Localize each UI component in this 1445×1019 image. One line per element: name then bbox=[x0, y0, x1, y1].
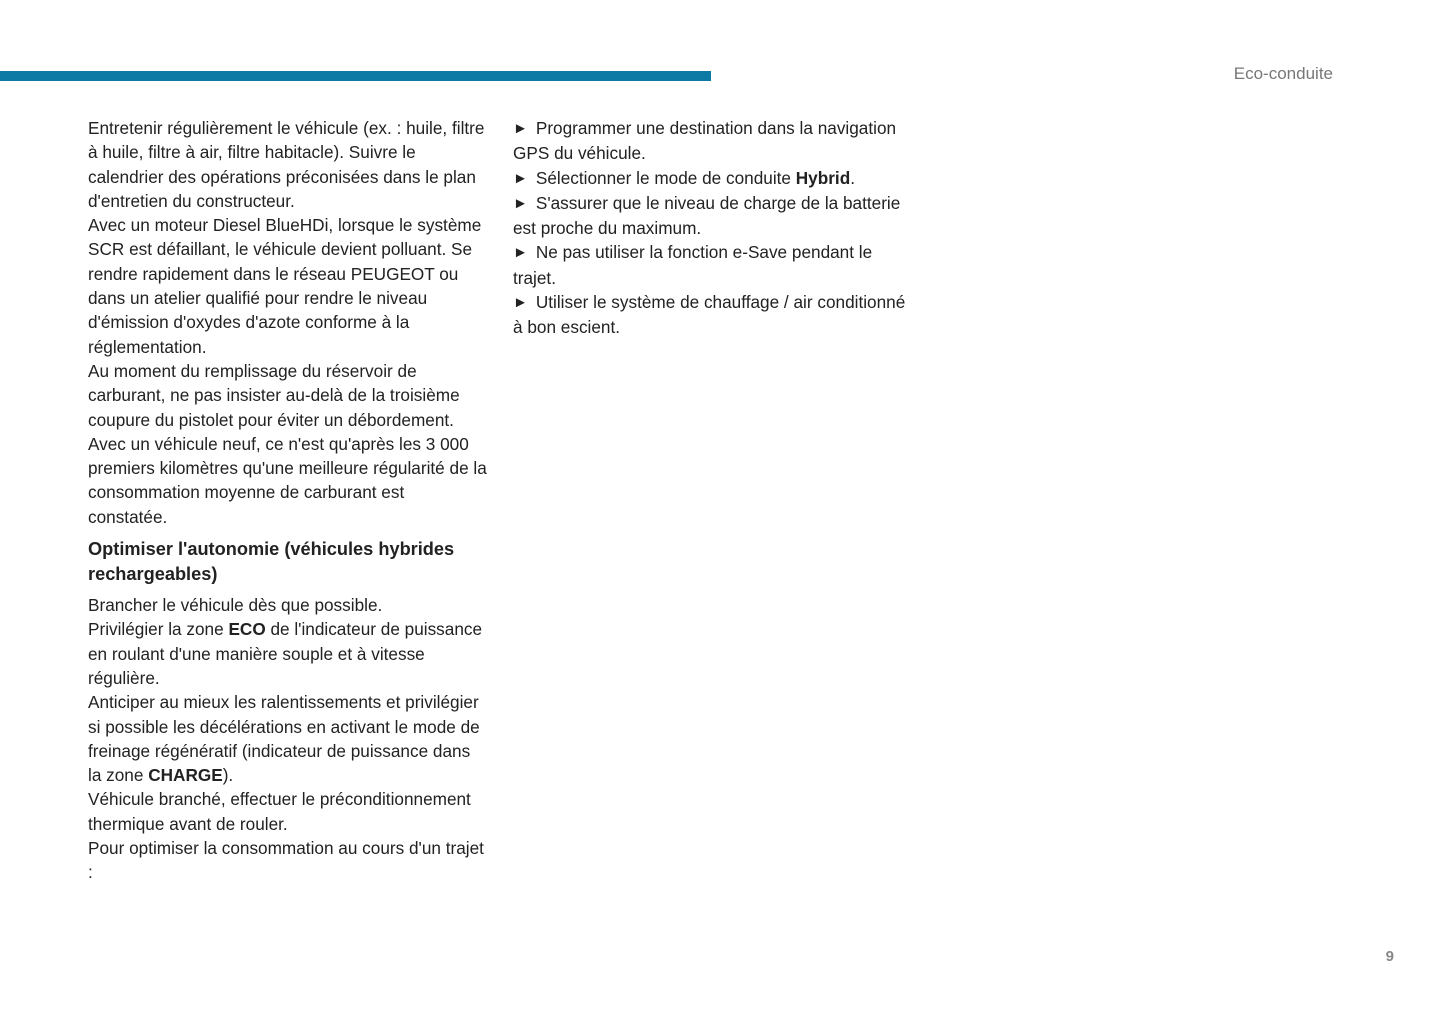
triangle-bullet-icon bbox=[513, 195, 528, 212]
hybrid-keyword: Hybrid bbox=[795, 167, 851, 188]
triangle-bullet-icon bbox=[513, 244, 528, 261]
bullet-item: ► Sélectionner le mode de conduite Hybrid. bbox=[513, 166, 913, 191]
bullet-item: ► Programmer une destination dans la navigation GPS du véhicule. bbox=[513, 116, 913, 166]
bullet-item: ► S'assurer que le niveau de charge de la batterie est proche du maximum. bbox=[513, 191, 913, 241]
left-column bbox=[88, 116, 488, 885]
right-column bbox=[513, 116, 913, 340]
triangle-bullet-icon bbox=[513, 120, 528, 137]
paragraph-plug-in: Brancher le véhicule dès que possible. bbox=[88, 595, 383, 616]
paragraph-refueling: Au moment du remplissage du réservoir de carburant, ne pas insister au-delà de la troisième coupure du pistolet pour éviter un débordement. bbox=[88, 360, 460, 430]
triangle-bullet-icon bbox=[513, 170, 528, 187]
section-title: Eco-conduite bbox=[1233, 64, 1333, 83]
paragraph-new-vehicle: Avec un véhicule neuf, ce n'est qu'après les 3 000 premiers kilomètres qu'une meilleure régularité de la consommation moyenne de carburant est constatée. bbox=[88, 433, 487, 527]
paragraph-eco-zone: Privilégier la zone ECO de l'indicateur de puissance en roulant d'une manière souple et à vitesse régulière. bbox=[88, 619, 483, 688]
section-heading-autonomy: Optimiser l'autonomie (véhicules hybrides rechargeables) bbox=[88, 539, 455, 584]
triangle-bullet-icon bbox=[513, 294, 528, 311]
header-accent-bar bbox=[0, 71, 711, 81]
eco-keyword: ECO bbox=[228, 619, 266, 640]
paragraph-regenerative-braking: Anticiper au mieux les ralentissements et privilégier si possible les décélérations en activant le mode de freinage régénératif (indicateur de puissance dans la zone CHARGE). bbox=[88, 692, 480, 786]
paragraph-maintenance: Entretenir régulièrement le véhicule (ex. : huile, filtre à huile, filtre à air, filtre habitacle). Suivre le calendrier des opérations préconisées dans le plan d'entretien du constructeur. bbox=[88, 118, 485, 211]
bullet-item: ► Ne pas utiliser la fonction e-Save pendant le trajet. bbox=[513, 240, 913, 290]
paragraph-bluehdi: Avec un moteur Diesel BlueHDi, lorsque le système SCR est défaillant, le véhicule devient polluant. Se rendre rapidement dans le réseau PEUGEOT ou dans un atelier qualifié pour rendre le niveau d'émission d'oxydes d'azote conforme à la réglementation. bbox=[88, 215, 482, 357]
paragraph-trip-intro: Pour optimiser la consommation au cours d'un trajet : bbox=[88, 838, 484, 883]
bullet-item: ► Utiliser le système de chauffage / air conditionné à bon escient. bbox=[513, 290, 913, 340]
paragraph-preconditioning: Véhicule branché, effectuer le préconditionnement thermique avant de rouler. bbox=[88, 789, 471, 834]
charge-keyword: CHARGE bbox=[148, 765, 223, 786]
page-number: 9 bbox=[1385, 948, 1394, 965]
